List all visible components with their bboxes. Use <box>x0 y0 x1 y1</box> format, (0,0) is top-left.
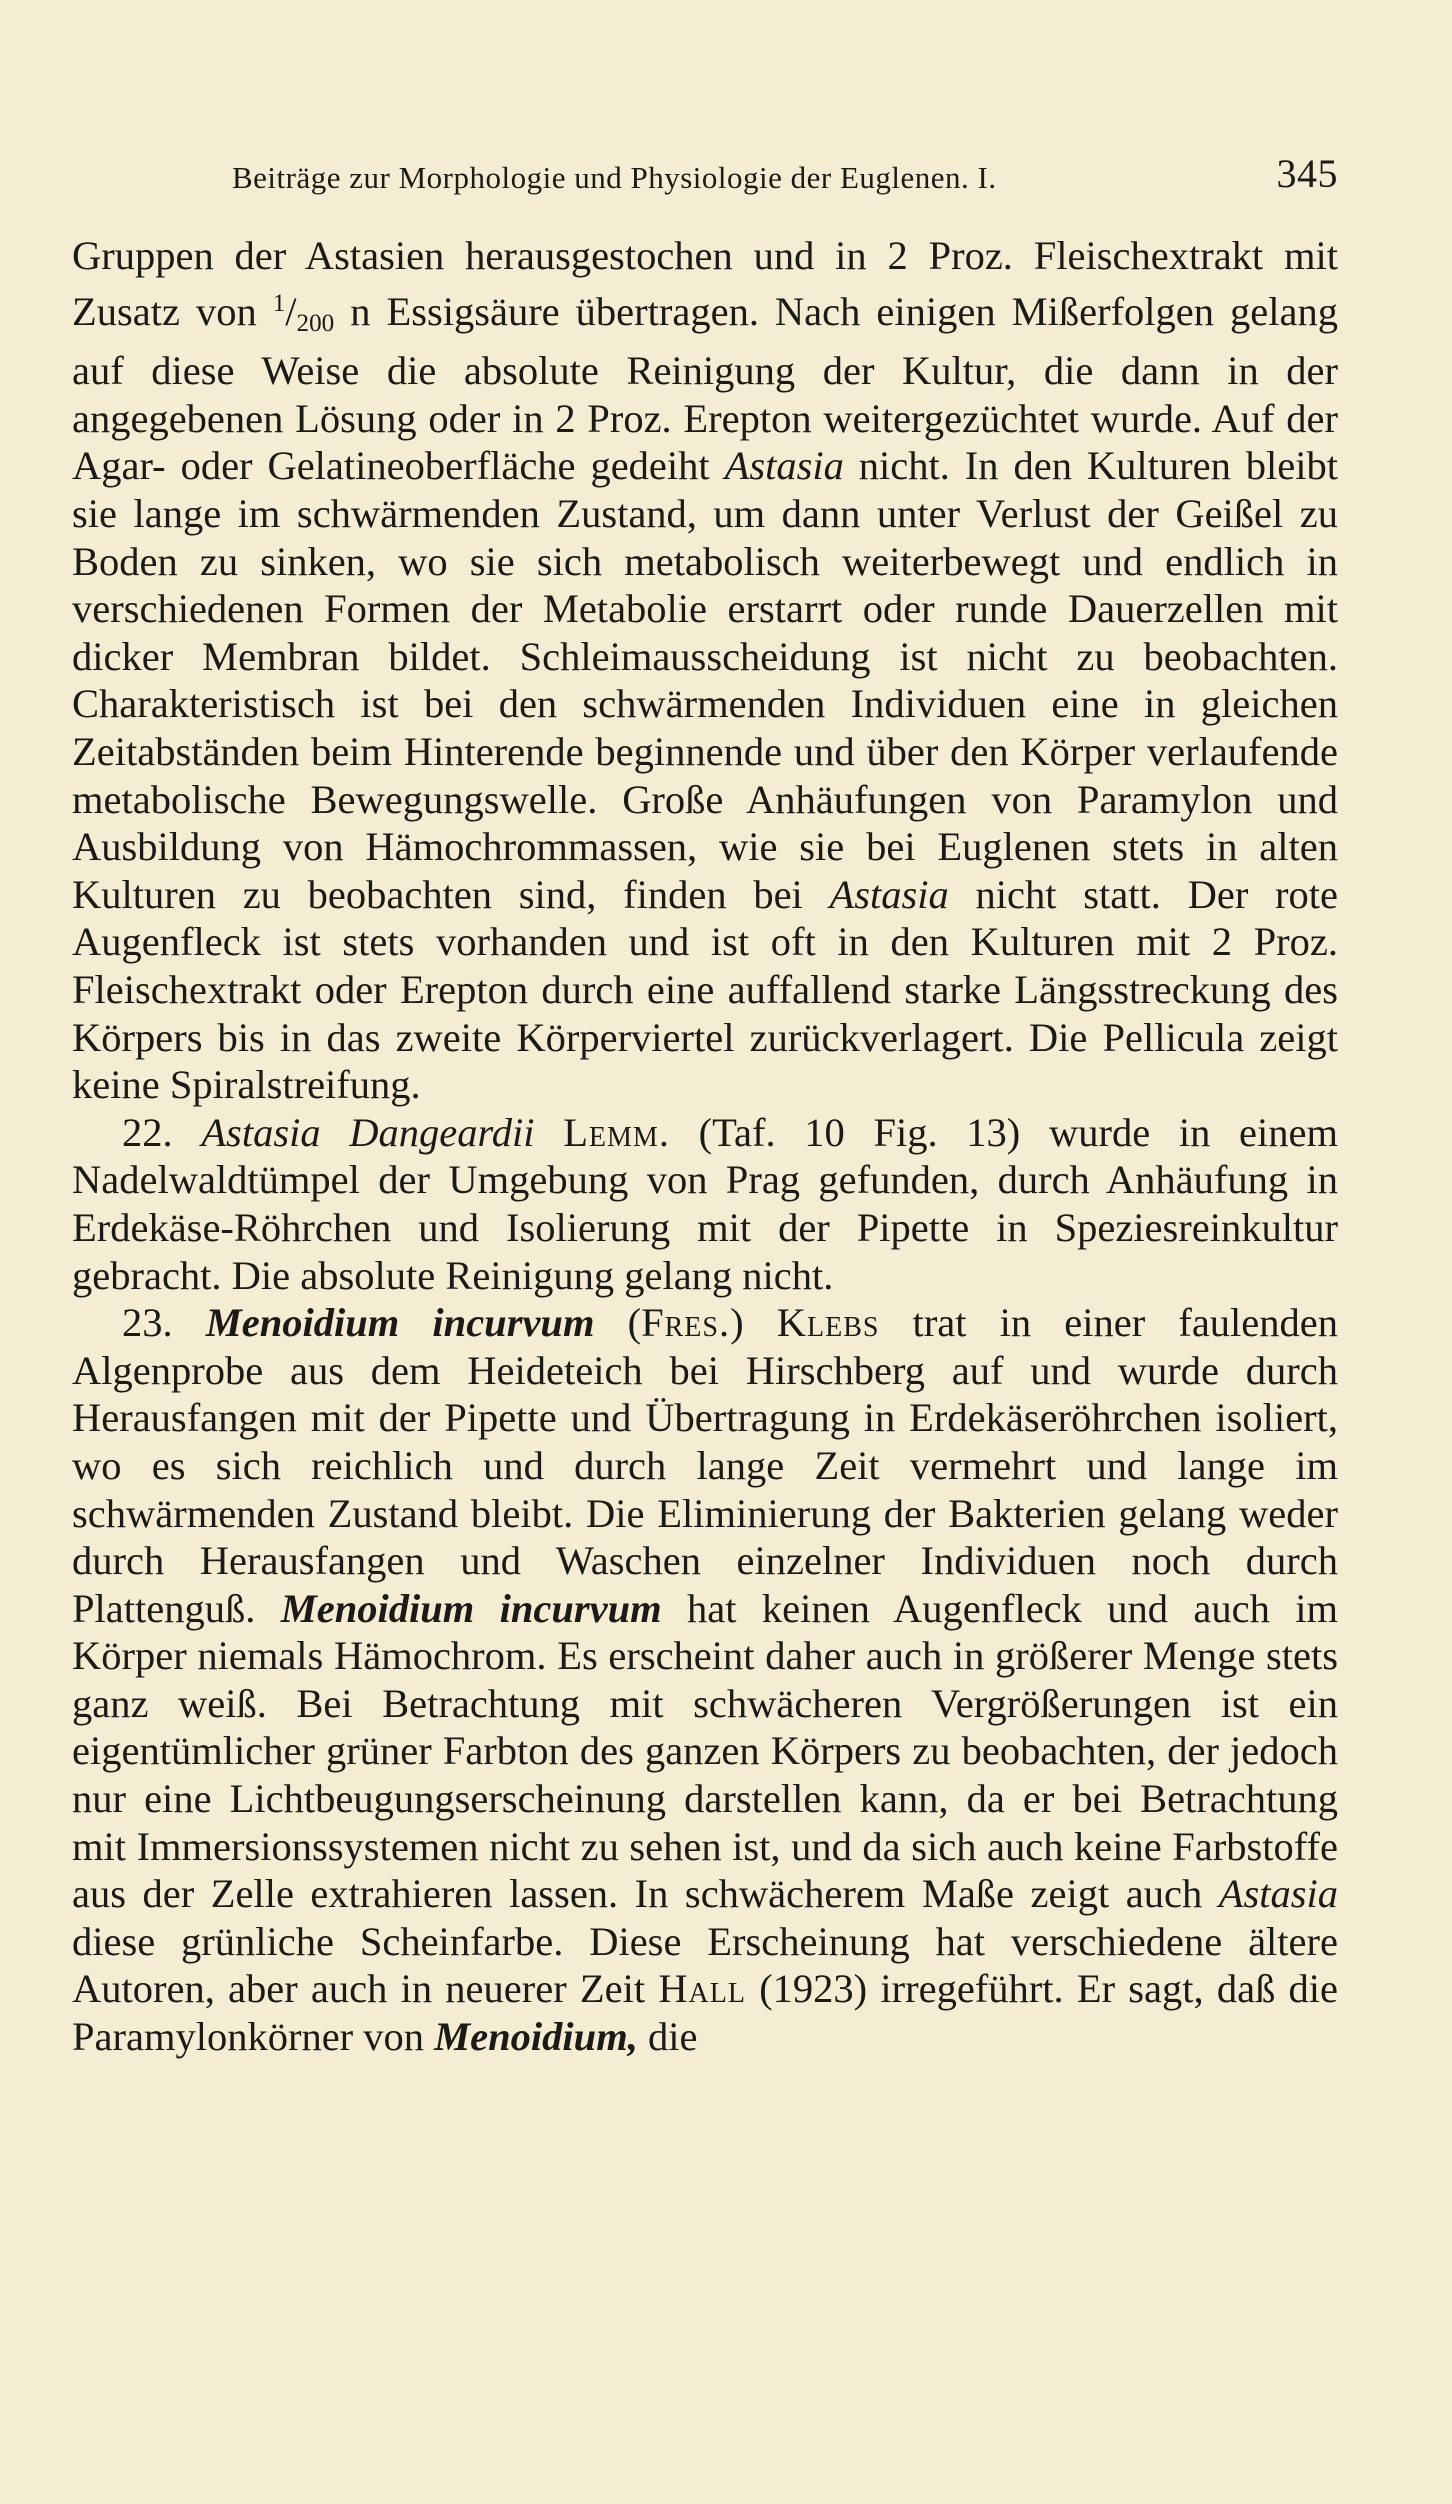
text-run: 22. <box>122 1109 202 1155</box>
paragraph <box>72 1109 1338 1299</box>
author-name: Hall <box>658 1966 746 2012</box>
text-run: diese grünliche Scheinfarbe. Diese Erscheinung hat verschiedene ältere Autoren, aber auch in neuerer Zeit <box>72 1918 1338 2012</box>
page-number: 345 <box>1276 151 1338 196</box>
text-run: Gruppen der Astasien herausgestochen und in 2 Proz. Fleischextrakt mit Zusatz von <box>72 233 1338 334</box>
italic-term: Astasia <box>829 871 949 917</box>
text-run: (Taf. 10 Fig. 13) wurde in einem Nadelwaldtümpel der Umgebung von Prag gefunden, durch Anhäufung in Erdekäse-Röhrchen und Isolierung mit der Pipette in Speziesreinkultur gebracht. Die absolute Reinigung gelang nicht. <box>72 1109 1339 1298</box>
italic-term: Astasia <box>1218 1871 1338 1917</box>
fraction-numerator: 1 <box>272 289 286 317</box>
body-text <box>72 232 1338 2061</box>
paragraph <box>72 1299 1338 2061</box>
text-run: trat in einer faulenden Algenprobe aus dem Heideteich bei Hirschberg auf und wurde durch Herausfangen mit der Pipette und Übertragung in Erdekäseröhrchen isoliert, wo es sich reichlich und durch lange Zeit vermehrt und lange im schwärmenden Zustand bleibt. Die Eliminierung der Bakterien gelang weder durch Herausfangen und Waschen einzelner Individuen noch durch Plattenguß. <box>72 1300 1339 1631</box>
author-name: Fres. <box>641 1300 731 1346</box>
italic-term: Astasia <box>724 443 844 489</box>
text-run: ( <box>594 1300 642 1346</box>
text-run: ) <box>730 1300 777 1346</box>
bold-italic-term: Menoidium incurvum <box>205 1300 595 1346</box>
text-run: 23. <box>122 1300 206 1346</box>
author-name: Klebs <box>776 1300 880 1346</box>
text-run: die <box>637 2014 698 2060</box>
bold-italic-term: Menoidium incurvum <box>280 1585 662 1631</box>
paragraph <box>72 232 1338 1109</box>
text-run: nicht. In den Kulturen bleibt sie lange im schwärmenden Zustand, um dann unter Verlust der Geißel zu Boden zu sinken, wo sie sich metabolisch weiterbewegt und endlich in verschiedenen Formen der Metabolie erstarrt oder runde Dauerzellen mit dicker Membran bildet. Schleimausscheidung ist nicht zu beobachten. Charakteristisch ist bei den schwärmenden Individuen eine in gleichen Zeitabständen beim Hinterende beginnende und über den Körper verlaufende metabolische Bewegungswelle. Große Anhäufungen von Paramylon und Ausbildung von Hämochrommassen, wie sie bei Euglenen stets in alten Kulturen zu beobachten sind, finden bei <box>72 443 1338 917</box>
fraction-denominator: 200 <box>296 309 335 337</box>
author-name: Lemm. <box>563 1109 670 1155</box>
text-run <box>535 1110 564 1155</box>
text-run: n Essigsäure übertragen. Nach einigen Mißerfolgen gelang auf diese Weise die absolute Reinigung der Kultur, die dann in der angegebenen Lösung oder in 2 Proz. Erepton weitergezüchtet wurde. Auf der Agar- oder Gelatineoberfläche gedeiht <box>72 288 1338 489</box>
text-run: / <box>285 288 297 334</box>
running-header <box>232 150 1338 206</box>
running-title: Beiträge zur Morphologie und Physiologie der Euglenen. I. <box>232 160 997 195</box>
italic-term: Astasia Dangeardii <box>201 1109 535 1155</box>
text-run: nicht statt. Der rote Augenfleck ist stets vorhanden und ist oft in den Kulturen mit 2 Proz. Fleischextrakt oder Erepton durch eine auffallend starke Längsstreckung des Körpers bis in das zweite Körperviertel zurückverlagert. Die Pellicula zeigt keine Spiralstreifung. <box>72 871 1338 1108</box>
text-run: hat keinen Augenfleck und auch im Körper niemals Hämochrom. Es erscheint daher auch in größerer Menge stets ganz weiß. Bei Betrachtung mit schwächeren Vergrößerungen ist ein eigentümlicher grüner Farbton des ganzen Körpers zu beobachten, der jedoch nur eine Lichtbeugungserscheinung darstellen kann, da er bei Betrachtung mit Immersionssystemen nicht zu sehen ist, und da sich auch keine Farbstoffe aus der Zelle extrahieren lassen. In schwächerem Maße zeigt auch <box>72 1585 1338 1917</box>
bold-italic-term: Menoidium, <box>434 2014 638 2060</box>
text-run: (1923) irregeführt. Er sagt, daß die Paramylonkörner von <box>72 1966 1338 2060</box>
